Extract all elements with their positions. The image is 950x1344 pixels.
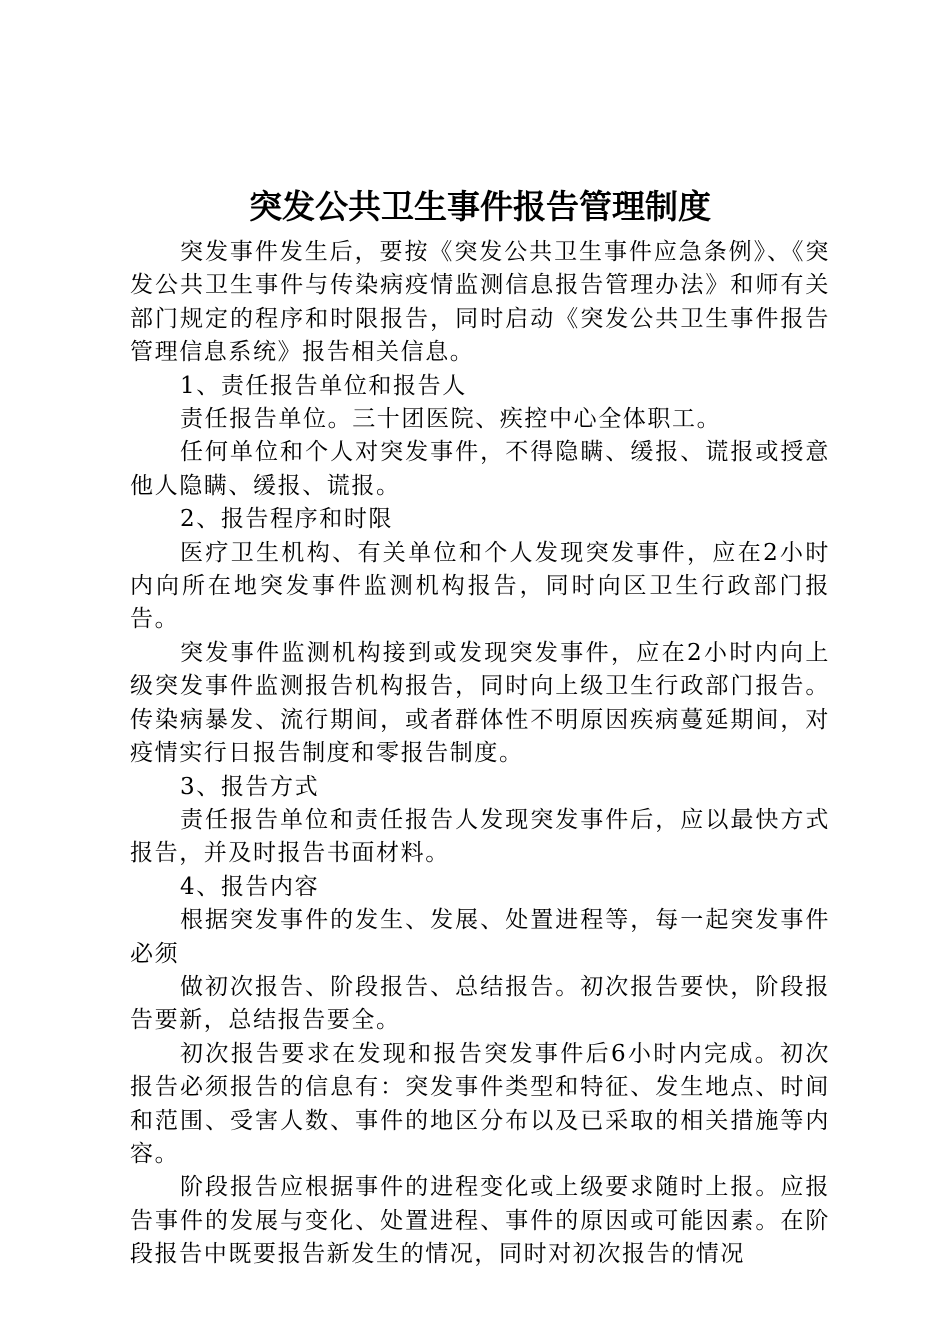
- document-title: 突发公共卫生事件报告管理制度: [249, 187, 711, 226]
- document-page: [130, 182, 830, 1272]
- section-heading-3: 3、报告方式: [180, 773, 320, 800]
- paragraph-intro: 突发事件发生后，要按《突发公共卫生事件应急条例》、《突发公共卫生事件与传染病疫情监测信息报告管理办法》和师有关部门规定的程序和时限报告，同时启动《突发公共卫生事件报告管理信息系统》报告相关信息。: [130, 239, 830, 366]
- section-heading-4: 4、报告内容: [180, 873, 320, 900]
- paragraph: 突发事件监测机构接到或发现突发事件，应在2小时内向上级突发事件监测报告机构报告，同时向上级卫生行政部门报告。传染病暴发、流行期间，或者群体性不明原因疾病蔓延期间，对疫情实行日报告制度和零报告制度。: [130, 639, 830, 767]
- paragraph: 根据突发事件的发生、发展、处置进程等，每一起突发事件必须: [130, 907, 830, 967]
- paragraph: 阶段报告应根据事件的进程变化或上级要求随时上报。应报告事件的发展与变化、处置进程、事件的原因或可能因素。在阶段报告中既要报告新发生的情况，同时对初次报告的情况: [130, 1174, 830, 1268]
- paragraph: 责任报告单位和责任报告人发现突发事件后，应以最快方式报告，并及时报告书面材料。: [130, 806, 830, 867]
- section-heading-2: 2、报告程序和时限: [180, 506, 394, 533]
- paragraph: 责任报告单位。三十团医院、疾控中心全体职工。: [180, 406, 722, 433]
- paragraph: 医疗卫生机构、有关单位和个人发现突发事件，应在2小时内向所在地突发事件监测机构报告，同时向区卫生行政部门报告。: [130, 539, 830, 633]
- section-heading-1: 1、责任报告单位和报告人: [180, 372, 467, 399]
- paragraph: 做初次报告、阶段报告、总结报告。初次报告要快，阶段报告要新，总结报告要全。: [130, 973, 830, 1034]
- paragraph: 初次报告要求在发现和报告突发事件后6小时内完成。初次报告必须报告的信息有：突发事件类型和特征、发生地点、时间和范围、受害人数、事件的地区分布以及已采取的相关措施等内容。: [130, 1040, 830, 1167]
- paragraph: 任何单位和个人对突发事件，不得隐瞒、缓报、谎报或授意他人隐瞒、缓报、谎报。: [130, 439, 830, 499]
